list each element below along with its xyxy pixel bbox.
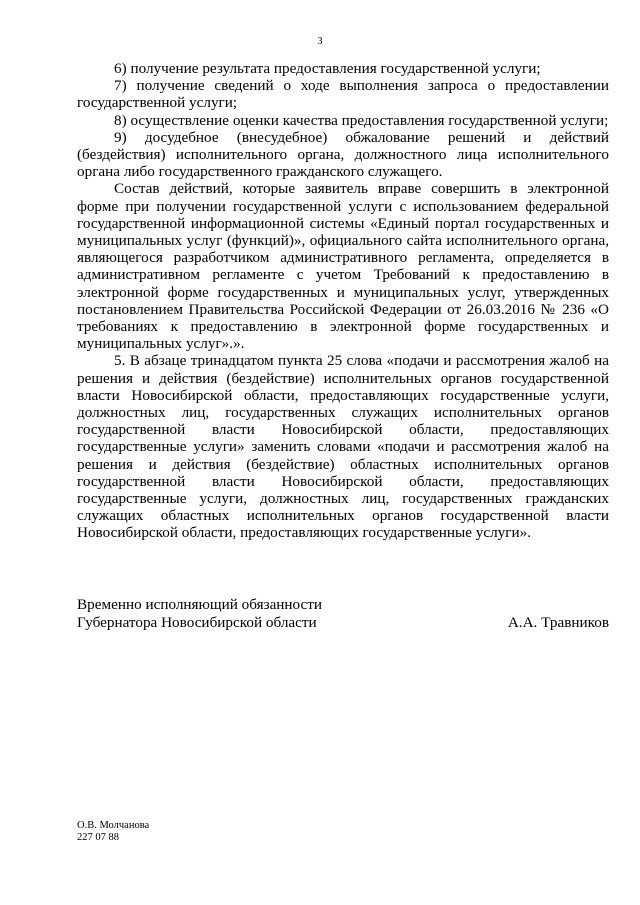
page-number: 3: [317, 36, 323, 47]
signature-block: [77, 596, 609, 631]
signatory-title-line2: Губернатора Новосибирской области: [77, 613, 317, 631]
executor-phone: 227 07 88: [77, 832, 119, 843]
list-item-8: 8) осуществление оценки качества предоставления государственной услуги;: [114, 111, 609, 129]
list-item-6: 6) получение результата предоставления государственной услуги;: [114, 60, 541, 77]
signatory-name: А.А. Травников: [507, 613, 609, 631]
document-body: [77, 60, 609, 542]
executor-info: [77, 820, 149, 844]
amendment-paragraph-5: 5. В абзаце тринадцатом пункта 25 слова «подачи и рассмотрения жалоб на решения и действия (бездействие) исполнительных органов государственной власти Новосибирской области, предоставляющих государственные услуги, должностных лиц, государственных служащих исполнительных органов государственной власти Новосибирской области, предоставляющих государственные услуги» заменить словами «подачи и рассмотрения жалоб на решения и действия (бездействие) областных исполнительных органов государственной власти Новосибирской области, предоставляющих государственные услуги, должностных лиц, государственных гражданских служащих областных исполнительных органов государственной власти Новосибирской области, предоставляющих государственные услуги».: [77, 352, 609, 542]
executor-name: О.В. Молчанова: [77, 820, 150, 831]
list-item-9: 9) досудебное (внесудебное) обжалование решений и действий (бездействия) исполнительного органа, должностного лица исполнительного органа либо государственного гражданского служащего.: [77, 128, 609, 181]
signatory-title-line1: Временно исполняющий обязанности: [77, 596, 323, 613]
list-item-7: 7) получение сведений о ходе выполнения запроса о предоставлении государственной услуги;: [77, 77, 609, 112]
electronic-actions-paragraph: Состав действий, которые заявитель вправе совершить в электронной форме при получении государственной услуги с использованием федеральной государственной информационной системы «Единый портал государственных и муниципальных услуг (функций)», официального сайта исполнительного органа, являющегося разработчиком административного регламента, определяется в административном регламенте с учетом Требований к предоставлению в электронной форме государственных и муниципальных услуг, утвержденных постановлением Правительства Российской Федерации от 26.03.2016 № 236 «О требованиях к предоставлению в электронной форме государственных и муниципальных услуг».».: [77, 180, 609, 353]
